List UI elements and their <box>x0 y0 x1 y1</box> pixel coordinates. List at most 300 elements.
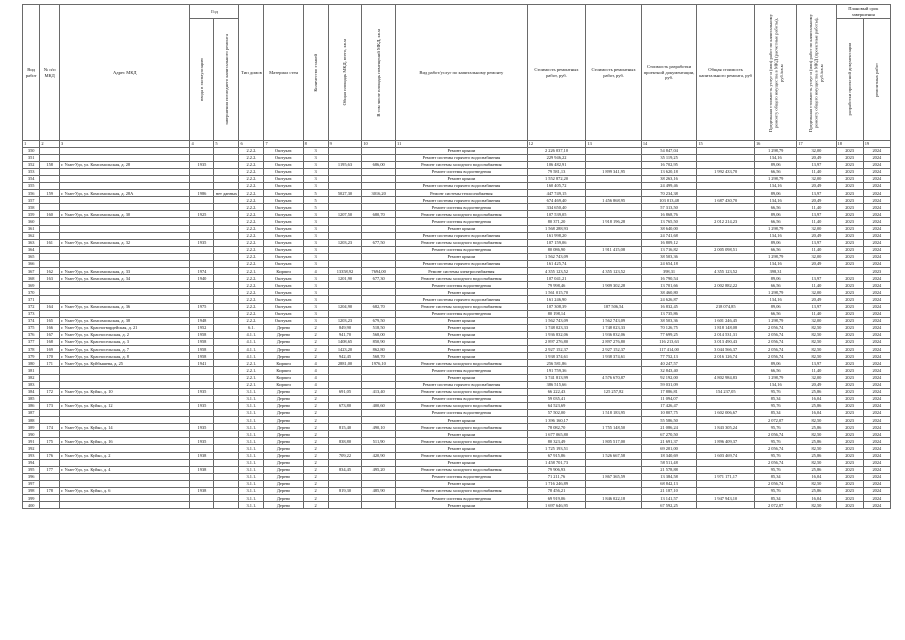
table-cell: 21 691,37 <box>641 438 696 445</box>
table-cell: 369 <box>23 282 40 289</box>
table-cell: 2024 <box>863 289 890 296</box>
column-number: 14 <box>641 141 696 148</box>
table-cell: 390 <box>23 431 40 438</box>
table-cell: Ремонт крыши <box>396 331 528 338</box>
table-cell: 674 469,40 <box>527 197 586 204</box>
table-cell: 57 502,00 <box>527 409 586 416</box>
table-cell <box>697 154 755 161</box>
table-cell: 3 013 490,43 <box>697 339 755 346</box>
table-cell: Оштукат. <box>264 182 303 189</box>
table-cell: 3.1.1. <box>239 431 264 438</box>
table-cell: 1958 <box>190 339 214 346</box>
table-cell: 2024 <box>863 466 890 473</box>
table-cell: Ремонт системы холодного водоснабжения <box>396 438 528 445</box>
table-cell: Дерево <box>264 346 303 353</box>
table-cell <box>214 438 239 445</box>
table-cell: Ремонт системы водоотведения <box>396 495 528 502</box>
table-cell: Ремонт крыши <box>396 431 528 438</box>
table-cell: 353 <box>23 168 40 175</box>
table-cell <box>362 431 396 438</box>
table-cell: 2 <box>303 495 328 502</box>
table-cell: 170 <box>40 353 60 360</box>
table-cell: 13,97 <box>797 275 836 282</box>
table-cell <box>214 353 239 360</box>
table-cell <box>586 253 641 260</box>
table-cell <box>214 282 239 289</box>
table-cell: 89,06 <box>754 211 796 218</box>
table-cell: Оштукат. <box>264 261 303 268</box>
table-cell: Оштукат. <box>264 282 303 289</box>
table-cell <box>697 175 755 182</box>
table-cell: 32,00 <box>797 175 836 182</box>
table-cell: 4 355 123,52 <box>527 268 586 275</box>
table-cell: 95,76 <box>754 466 796 473</box>
table-cell <box>586 175 641 182</box>
table-cell: 3 741 813,99 <box>527 374 586 381</box>
table-cell <box>328 225 362 232</box>
table-row <box>23 339 891 346</box>
table-cell <box>697 182 755 189</box>
table-cell <box>59 246 190 253</box>
table-cell: 2 <box>303 402 328 409</box>
table-cell: 2 <box>303 324 328 331</box>
table-cell <box>190 168 214 175</box>
column-number: 2 <box>40 141 60 148</box>
table-cell: 1 805 517,00 <box>586 438 641 445</box>
table-cell: 1 456 868,95 <box>586 197 641 204</box>
table-cell <box>214 253 239 260</box>
table-cell <box>214 431 239 438</box>
table-cell: Оштукат. <box>264 204 303 211</box>
table-cell: 1 992 433,70 <box>697 168 755 175</box>
header-subcell: завершения последнего капитального ремонта <box>214 19 239 141</box>
table-cell: 366 <box>23 261 40 268</box>
table-cell: 2.2.2. <box>239 275 264 282</box>
table-cell: Дерево <box>264 466 303 473</box>
table-cell: 2024 <box>863 211 890 218</box>
table-cell <box>697 381 755 388</box>
table-cell: 394 <box>23 459 40 466</box>
table-cell: Ремонт системы водоотведения <box>396 246 528 253</box>
table-cell: 1 561 015,70 <box>527 289 586 296</box>
table-cell: 2024 <box>863 495 890 502</box>
table-row <box>23 324 891 331</box>
table-cell: 160 <box>40 211 60 218</box>
table-cell: 395 <box>23 466 40 473</box>
table-cell: 2024 <box>863 438 890 445</box>
table-cell: 1 687 430,70 <box>697 197 755 204</box>
table-cell: 2 <box>303 431 328 438</box>
table-cell <box>59 289 190 296</box>
table-cell: Ремонт крыши <box>396 459 528 466</box>
table-cell: 11,40 <box>797 246 836 253</box>
table-cell: 2024 <box>863 473 890 480</box>
table-cell: 1 298,79 <box>754 147 796 154</box>
table-cell: 364 <box>23 246 40 253</box>
table-cell: 1958 <box>190 346 214 353</box>
table-cell: 32,00 <box>797 317 836 324</box>
table-cell <box>697 161 755 168</box>
table-cell <box>214 154 239 161</box>
table-cell: 2024 <box>863 388 890 395</box>
table-cell: 1935 <box>190 388 214 395</box>
header-cell: Плановый срок завершения <box>836 5 890 19</box>
table-cell: 1204,90 <box>328 303 362 310</box>
table-row <box>23 239 891 246</box>
table-cell: 2023 <box>836 473 863 480</box>
table-row <box>23 204 891 211</box>
table-cell: 2024 <box>863 502 890 509</box>
table-cell <box>190 310 214 317</box>
column-number: 12 <box>527 141 586 148</box>
table-cell <box>59 197 190 204</box>
header-subcell: разработки проектной документации <box>836 19 863 141</box>
table-cell: 1408,65 <box>328 339 362 346</box>
table-cell: 2 <box>303 339 328 346</box>
table-cell: 2024 <box>863 402 890 409</box>
table-cell <box>586 502 641 509</box>
table-cell: г. Улан-Удэ, ул. Комсомольская, д. 32 <box>59 239 190 246</box>
table-cell: 2024 <box>863 246 890 253</box>
table-cell: 1 936 832,06 <box>527 331 586 338</box>
table-cell <box>586 480 641 487</box>
table-cell <box>214 268 239 275</box>
table-cell <box>328 282 362 289</box>
table-cell <box>362 147 396 154</box>
header-cell: В том числе площадь помещений МКД, кв.м <box>362 5 396 141</box>
table-cell: 2 056,74 <box>754 324 796 331</box>
table-cell: 2024 <box>863 154 890 161</box>
table-cell: 161 425,74 <box>527 261 586 268</box>
table-cell: 2 072,07 <box>754 417 796 424</box>
table-cell <box>586 310 641 317</box>
table-cell: 103 013,48 <box>641 197 696 204</box>
table-cell: 2.2.2. <box>239 204 264 211</box>
table-cell: 17 886,81 <box>641 388 696 395</box>
table-cell: 2023 <box>836 374 863 381</box>
table-cell: 3.1.1. <box>239 424 264 431</box>
table-cell <box>190 502 214 509</box>
table-cell: 1 562 743,09 <box>527 253 586 260</box>
table-cell <box>586 154 641 161</box>
table-cell: 2 <box>303 331 328 338</box>
table-cell <box>40 480 60 487</box>
table-cell: 2.2.2. <box>239 253 264 260</box>
table-cell: 2024 <box>863 182 890 189</box>
table-cell: 376 <box>23 331 40 338</box>
table-cell <box>214 324 239 331</box>
table-cell: 4 355 123,52 <box>586 268 641 275</box>
table-cell: 2024 <box>863 331 890 338</box>
table-body <box>23 147 891 509</box>
table-cell: 2024 <box>863 204 890 211</box>
table-cell: Оштукат. <box>264 303 303 310</box>
table-cell: 2023 <box>836 303 863 310</box>
table-cell: 3 <box>303 154 328 161</box>
table-cell: 3 <box>303 246 328 253</box>
table-cell: 1 298,79 <box>754 253 796 260</box>
table-cell: 95,76 <box>754 452 796 459</box>
table-cell: 3.1.1. <box>239 452 264 459</box>
table-cell <box>362 296 396 303</box>
table-cell: 1 748 023,33 <box>586 324 641 331</box>
table-cell <box>328 495 362 502</box>
table-cell: 1 725 193,51 <box>527 445 586 452</box>
table-cell: 2023 <box>836 225 863 232</box>
table-cell: 2024 <box>863 161 890 168</box>
table-cell <box>59 459 190 466</box>
table-cell: 942,45 <box>328 353 362 360</box>
table-cell: 3 <box>303 225 328 232</box>
table-cell: 2023 <box>836 395 863 402</box>
table-cell: 169 <box>40 346 60 353</box>
table-cell: 380 <box>23 360 40 367</box>
table-cell: 362 <box>23 232 40 239</box>
table-cell <box>328 459 362 466</box>
table-cell: 2.2.2. <box>239 197 264 204</box>
table-cell: 3 <box>303 175 328 182</box>
table-cell: 17 426,47 <box>641 402 696 409</box>
table-cell: 2024 <box>863 367 890 374</box>
table-cell <box>40 225 60 232</box>
table-cell: Ремонт крыши <box>396 225 528 232</box>
table-cell: 2 897 276,80 <box>586 339 641 346</box>
table-cell <box>190 296 214 303</box>
table-cell <box>586 360 641 367</box>
table-cell <box>362 395 396 402</box>
table-cell <box>586 445 641 452</box>
table-cell <box>586 204 641 211</box>
table-cell: 2 005 098,51 <box>697 246 755 253</box>
table-cell: Ремонт крыши <box>396 175 528 182</box>
table-cell: Оштукат. <box>264 225 303 232</box>
table-cell <box>59 395 190 402</box>
table-cell <box>697 431 755 438</box>
table-cell: 3.1.1. <box>239 445 264 452</box>
table-cell: 2024 <box>863 175 890 182</box>
table-cell: 24 741,68 <box>641 232 696 239</box>
table-cell <box>328 310 362 317</box>
table-row <box>23 424 891 431</box>
table-cell: 3 <box>303 310 328 317</box>
table-cell: 82,50 <box>797 445 836 452</box>
table-cell: 400 <box>23 502 40 509</box>
table-cell: 2023 <box>836 218 863 225</box>
table-cell: 10 807,75 <box>641 409 696 416</box>
table-cell: 2023 <box>836 452 863 459</box>
table-cell <box>328 175 362 182</box>
table-cell: 13358,92 <box>328 268 362 275</box>
table-cell: Дерево <box>264 495 303 502</box>
table-cell: г. Улан-Удэ, ул. Комсомольская, д. 30 <box>59 211 190 218</box>
table-cell: 2023 <box>836 388 863 395</box>
table-cell: Дерево <box>264 459 303 466</box>
table-cell: 2023 <box>836 431 863 438</box>
table-cell <box>59 282 190 289</box>
table-cell <box>697 261 755 268</box>
table-cell <box>586 182 641 189</box>
table-cell: Ремонт системы холодного водоснабжения <box>396 452 528 459</box>
table-cell: 2.2.2. <box>239 289 264 296</box>
table-cell: Дерево <box>264 431 303 438</box>
table-cell <box>214 402 239 409</box>
table-cell: 1203,23 <box>328 317 362 324</box>
table-cell: 2881,00 <box>328 360 362 367</box>
table-cell: 2024 <box>863 324 890 331</box>
table-cell: 13,97 <box>797 161 836 168</box>
table-cell: Дерево <box>264 409 303 416</box>
table-cell <box>697 296 755 303</box>
table-cell: Ремонт системы холодного водоснабжения <box>396 239 528 246</box>
table-cell: 79 998,46 <box>527 282 586 289</box>
table-cell: Ремонт крыши <box>396 445 528 452</box>
table-cell: 66 222,43 <box>527 388 586 395</box>
table-cell: 2.2.1. <box>239 268 264 275</box>
header-cell: Год <box>190 5 239 19</box>
table-cell: Оштукат. <box>264 246 303 253</box>
table-row <box>23 225 891 232</box>
table-cell: 834,45 <box>328 466 362 473</box>
table-cell: 40 247,57 <box>641 360 696 367</box>
table-cell: 2023 <box>836 232 863 239</box>
table-cell: 2024 <box>863 346 890 353</box>
header-cell: Общая площадь МКД, всего, кв.м <box>328 5 362 141</box>
table-cell <box>697 310 755 317</box>
table-cell: 134,16 <box>754 197 796 204</box>
table-cell <box>40 495 60 502</box>
table-cell: Ремонт системы водоотведения <box>396 473 528 480</box>
table-cell: 1 899 341,95 <box>586 168 641 175</box>
table-cell <box>586 161 641 168</box>
table-cell: 3.1.1. <box>239 473 264 480</box>
table-cell: 4.1.1. <box>239 353 264 360</box>
table-cell: 66,56 <box>754 218 796 225</box>
column-number: 17 <box>797 141 836 148</box>
table-cell: 1 298,79 <box>754 374 796 381</box>
table-cell <box>362 175 396 182</box>
table-cell: Кирпич <box>264 381 303 388</box>
table-cell: 2023 <box>836 204 863 211</box>
table-cell: Ремонт крыши <box>396 317 528 324</box>
header-cell: Вид работ/услуг по капитальному ремонту <box>396 5 528 141</box>
table-cell: г. Улан-Удэ, ул. Комсомольская, д. 36 <box>59 303 190 310</box>
table-cell: 4 576 670,87 <box>586 374 641 381</box>
table-cell <box>59 168 190 175</box>
table-cell: 1 818 148,08 <box>697 324 755 331</box>
table-cell <box>214 182 239 189</box>
table-cell: 2.2.2. <box>239 310 264 317</box>
table-cell <box>362 218 396 225</box>
table-cell: г. Улан-Удэ, ул. Красносельская, д. 8 <box>59 353 190 360</box>
table-cell: 2023 <box>836 168 863 175</box>
table-cell: 819,30 <box>328 488 362 495</box>
table-cell: 3.1.1. <box>239 502 264 509</box>
table-cell: 134,16 <box>754 296 796 303</box>
table-cell: 16,04 <box>797 473 836 480</box>
table-row <box>23 289 891 296</box>
table-cell: Ремонт системы холодного водоснабжения <box>396 161 528 168</box>
column-number: 19 <box>863 141 890 148</box>
table-cell: 2024 <box>863 239 890 246</box>
table-cell: 2 <box>303 409 328 416</box>
table-cell: 11,40 <box>797 310 836 317</box>
table-cell: 363 <box>23 239 40 246</box>
table-cell <box>40 232 60 239</box>
table-cell: 2023 <box>836 459 863 466</box>
table-cell: 396 <box>23 473 40 480</box>
table-cell: Оштукат. <box>264 253 303 260</box>
table-cell: 2 072,07 <box>754 502 796 509</box>
table-cell <box>697 466 755 473</box>
table-cell <box>697 417 755 424</box>
table-cell: Ремонт системы водоотведения <box>396 282 528 289</box>
table-cell: 1938 <box>190 452 214 459</box>
table-cell: 125 257,82 <box>586 388 641 395</box>
header-cell: Стоимость ремонтных работ, руб. <box>527 5 586 141</box>
table-row <box>23 211 891 218</box>
table-cell <box>214 211 239 218</box>
table-cell: 3 <box>303 275 328 282</box>
table-cell: 2023 <box>836 239 863 246</box>
table-cell: 2.2.1. <box>239 381 264 388</box>
table-cell: Ремонт системы горячего водоснабжения <box>396 154 528 161</box>
table-cell: 89,06 <box>754 303 796 310</box>
table-cell: 1 518 183,95 <box>586 409 641 416</box>
table-cell: 490,10 <box>362 424 396 431</box>
table-row <box>23 459 891 466</box>
table-cell: 3 <box>303 168 328 175</box>
table-cell: 2023 <box>836 360 863 367</box>
table-cell: 372 <box>23 303 40 310</box>
table-cell: 2023 <box>836 417 863 424</box>
table-cell: Ремонт системы горячего водоснабжения <box>396 232 528 239</box>
table-cell: 1 936 832,06 <box>586 331 641 338</box>
table-cell: 134,16 <box>754 381 796 388</box>
table-cell: 2024 <box>863 317 890 324</box>
table-cell: 400,60 <box>362 402 396 409</box>
table-cell: 134,16 <box>754 261 796 268</box>
table-cell: г. Улан-Удэ, ул. Куйко, д. 4 <box>59 466 190 473</box>
table-cell: 1 846 022,18 <box>586 495 641 502</box>
table-row <box>23 246 891 253</box>
table-cell: 1935 <box>190 438 214 445</box>
table-cell: 134,16 <box>754 182 796 189</box>
table-cell <box>40 218 60 225</box>
table-cell <box>190 147 214 154</box>
table-cell: 381 <box>23 367 40 374</box>
table-cell <box>190 431 214 438</box>
table-cell <box>40 253 60 260</box>
table-cell: 4 <box>303 268 328 275</box>
table-cell: 2023 <box>836 438 863 445</box>
table-cell <box>362 502 396 509</box>
table-cell <box>586 232 641 239</box>
table-cell <box>40 261 60 268</box>
table-cell <box>362 197 396 204</box>
table-cell: 1 568 288,93 <box>527 225 586 232</box>
table-cell: 2024 <box>863 409 890 416</box>
table-cell: 80 323,49 <box>527 438 586 445</box>
table-cell: 82,50 <box>797 353 836 360</box>
table-cell <box>190 417 214 424</box>
table-cell <box>214 374 239 381</box>
table-cell: 82,50 <box>797 459 836 466</box>
table-cell: 5 <box>303 190 328 197</box>
table-cell: 66,56 <box>754 282 796 289</box>
table-cell: 3.1.1. <box>239 409 264 416</box>
table-cell <box>697 459 755 466</box>
table-cell: 82,50 <box>797 417 836 424</box>
